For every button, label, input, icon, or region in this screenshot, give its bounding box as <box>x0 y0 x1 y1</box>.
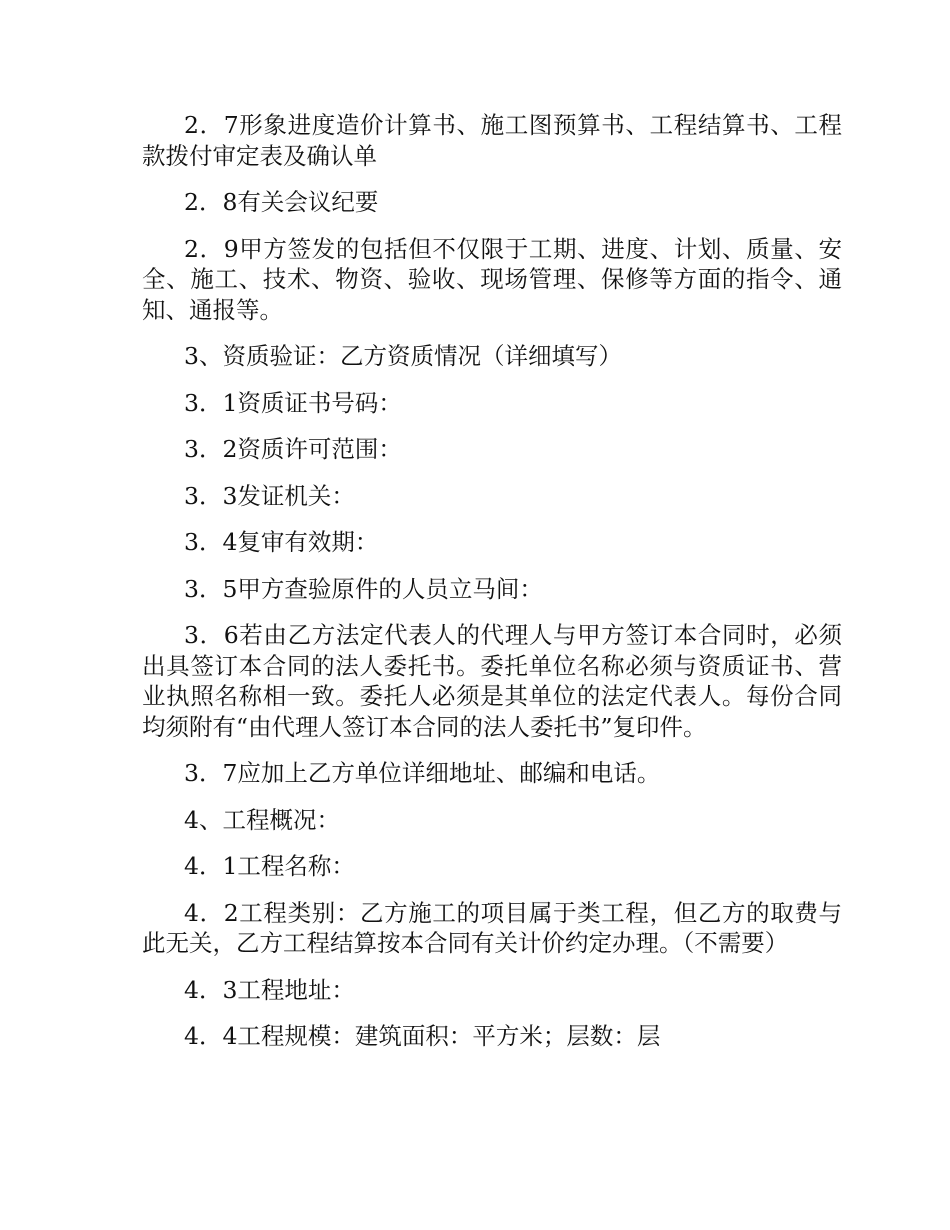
paragraph-3-6: 3．6若由乙方法定代表人的代理人与甲方签订本合同时，必须出具签订本合同的法人委托书。委托单位名称必须与资质证书、营业执照名称相一致。委托人必须是其单位的法定代表人。每份合同均须附有“由代理人签订本合同的法人委托书”复印件。 <box>142 621 842 741</box>
paragraph-2-7: 2．7形象进度造价计算书、施工图预算书、工程结算书、工程款拨付审定表及确认单 <box>142 111 842 170</box>
paragraph-3-1: 3．1资质证书号码： <box>184 388 402 417</box>
paragraph-4-heading: 4、工程概况： <box>184 805 340 834</box>
paragraph-3-4: 3．4复审有效期： <box>184 528 379 556</box>
paragraph-3-2: 3．2资质许可范围： <box>184 435 402 463</box>
paragraph-3-7: 3．7应加上乙方单位详细地址、邮编和电话。 <box>184 759 661 787</box>
paragraph-4-4: 4．4工程规模：建筑面积：平方米；层数：层 <box>184 1022 661 1050</box>
paragraph-4-2: 4．2工程类别：乙方施工的项目属于类工程，但乙方的取费与此无关，乙方工程结算按本合同有关计价约定办理。（不需要） <box>142 898 842 957</box>
paragraph-3-5: 3．5甲方查验原件的人员立马间： <box>184 574 543 603</box>
paragraph-2-9: 2．9甲方签发的包括但不仅限于工期、进度、计划、质量、安全、施工、技术、物资、验收、现场管理、保修等方面的指令、通知、通报等。 <box>142 234 842 324</box>
paragraph-4-1: 4．1工程名称： <box>184 852 355 880</box>
paragraph-3-heading: 3、资质验证：乙方资质情况（详细填写） <box>184 342 622 370</box>
document-page <box>142 110 842 1068</box>
paragraph-3-3: 3．3发证机关： <box>184 481 355 510</box>
paragraph-2-8: 2．8有关会议纪要 <box>184 188 379 216</box>
paragraph-4-3: 4．3工程地址： <box>184 975 355 1004</box>
